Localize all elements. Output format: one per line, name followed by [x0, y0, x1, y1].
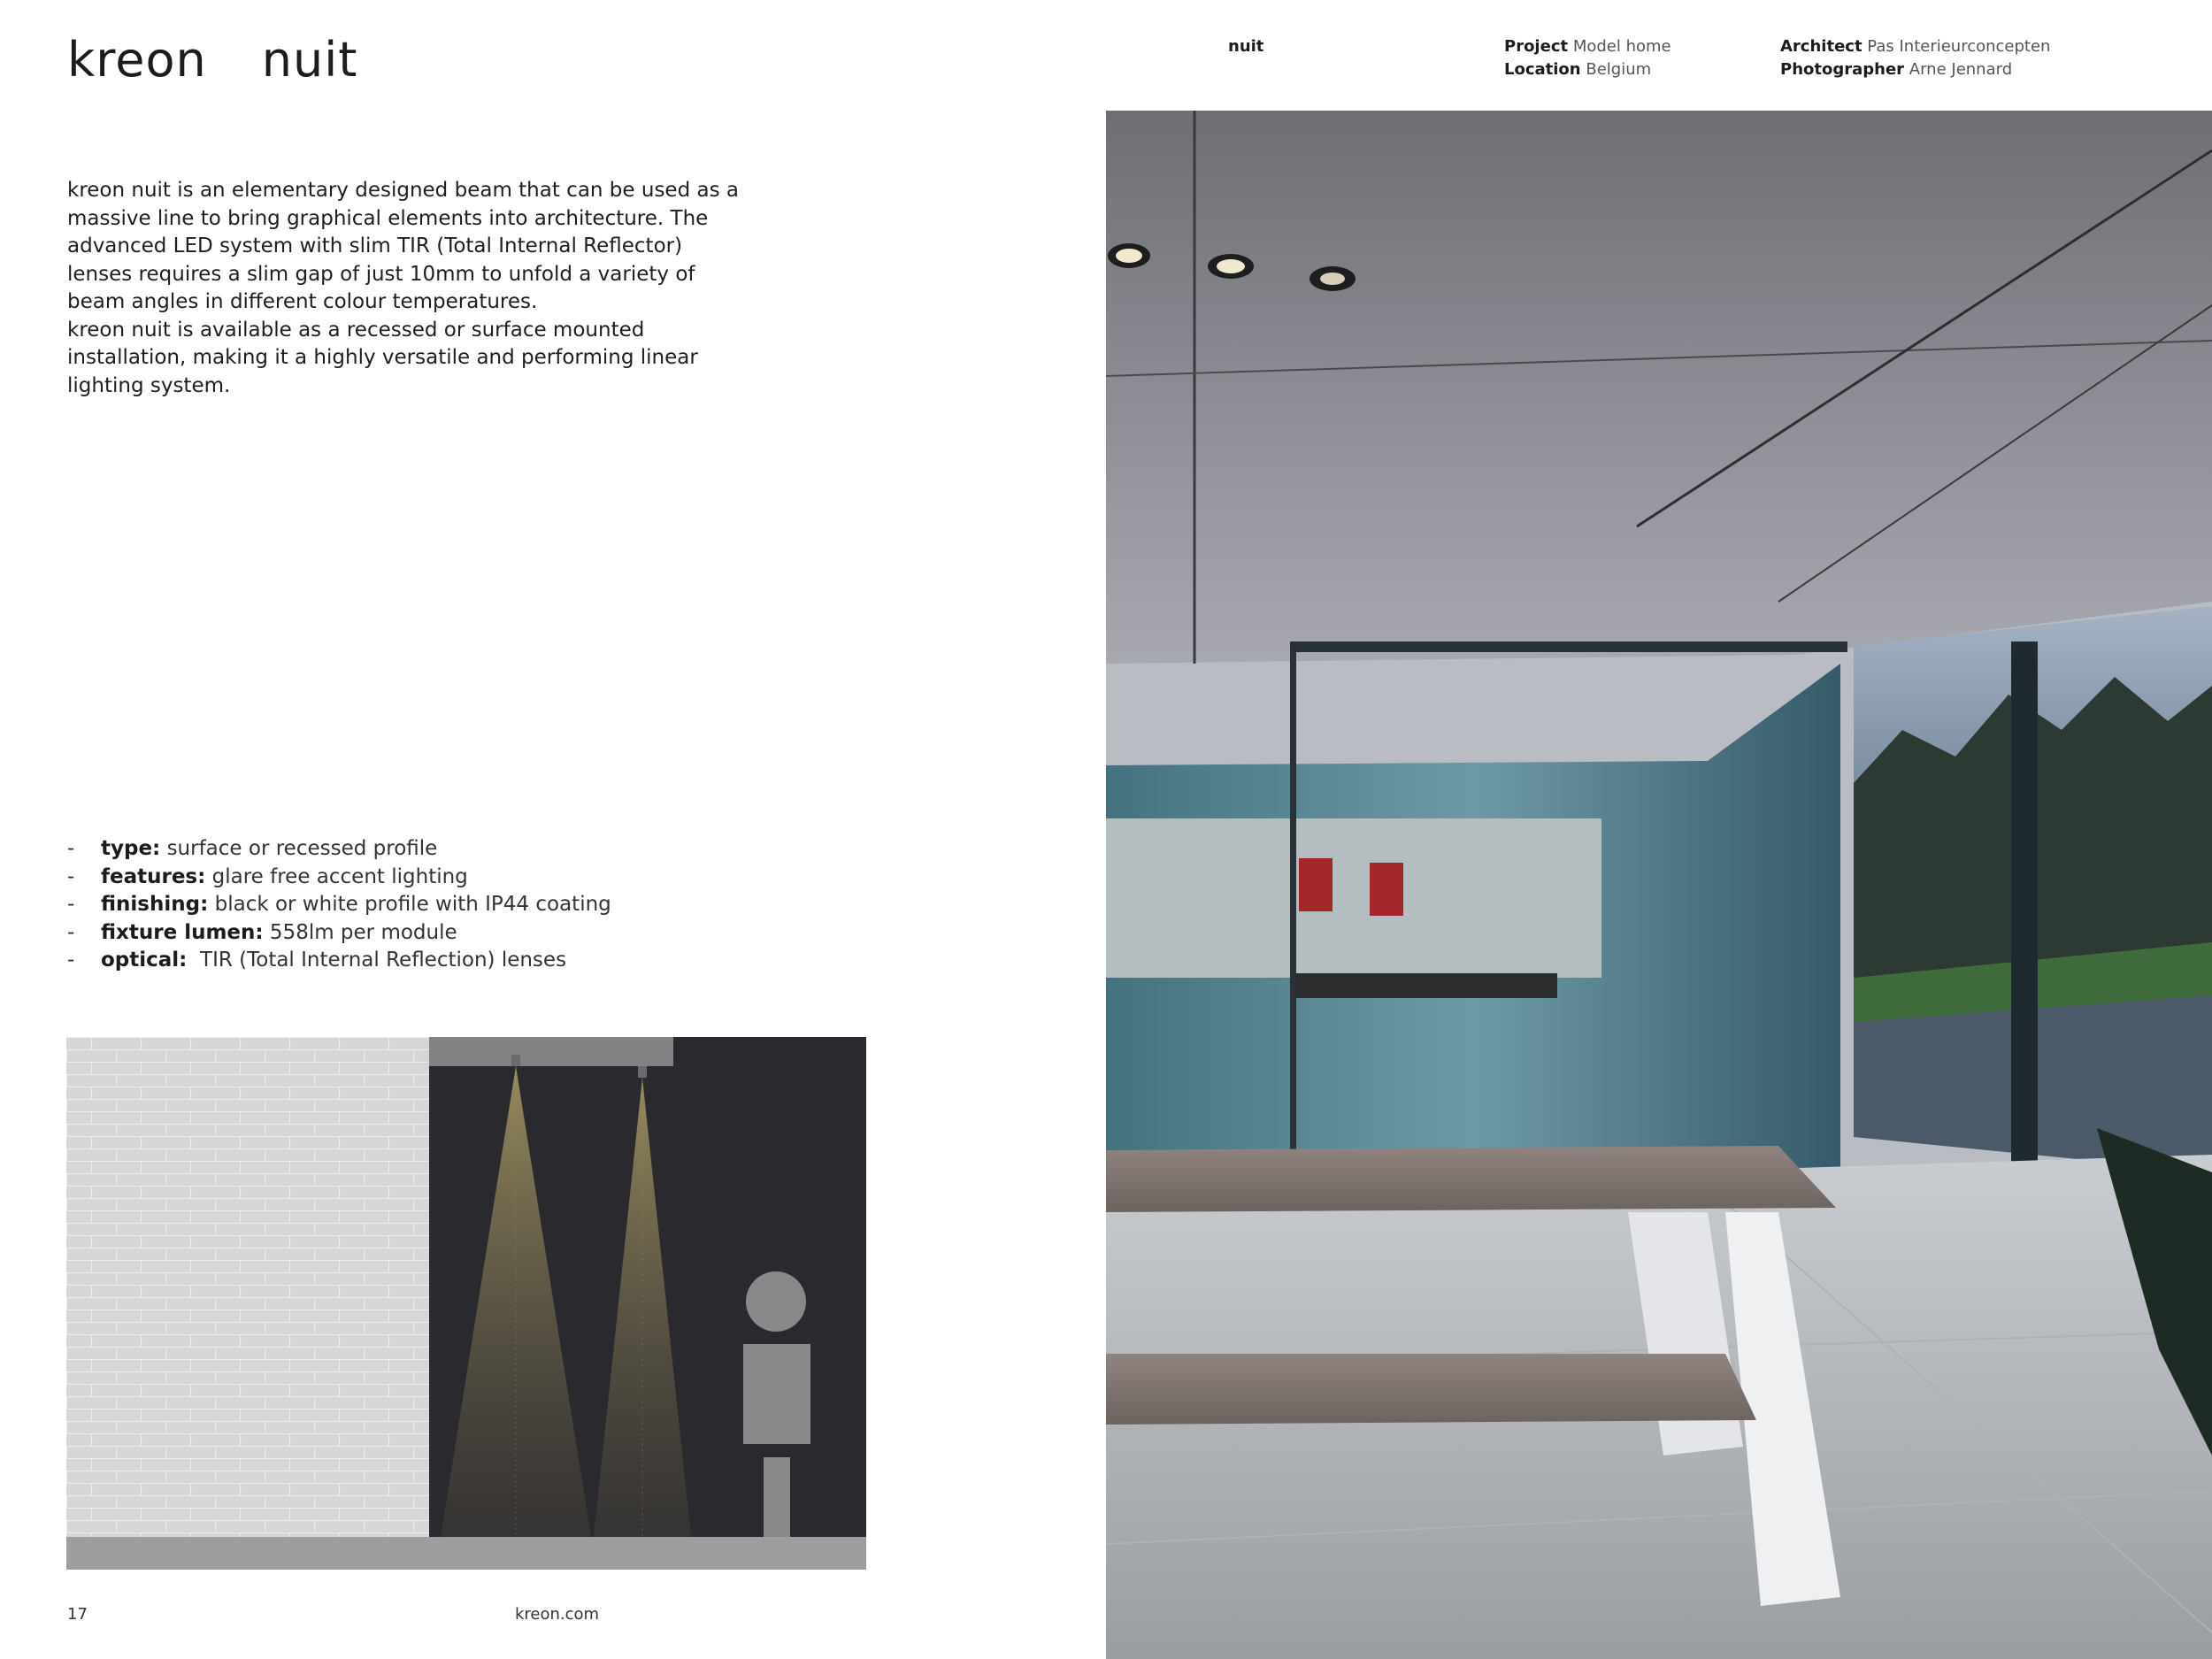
spec-item-finishing	[67, 891, 611, 919]
spec-label: type:	[101, 837, 161, 860]
list-dash: -	[67, 837, 75, 860]
spec-item-features	[67, 864, 611, 892]
floor	[66, 1537, 866, 1570]
spec-value: TIR (Total Internal Reflection) lenses	[193, 949, 567, 972]
website-url: kreon.com	[515, 1605, 600, 1624]
spec-label: fixture lumen:	[101, 920, 264, 944]
spec-list	[67, 835, 611, 975]
ceiling-profile	[429, 1037, 673, 1066]
photographer-line	[1780, 58, 2050, 81]
lighting-diagram	[66, 1037, 866, 1570]
spec-item-type	[67, 835, 611, 864]
brand-name: kreon	[67, 32, 207, 88]
architect-value: Pas Interieurconcepten	[1867, 37, 2051, 56]
intro-paragraph-1: kreon nuit is an elementary designed beam that can be used as a massive line to bring graphical elements into architecture. The advanced LED system with slim TIR (Total Internal Reflector) lenses requires a slim gap of just 10mm to unfold a variety of beam angles in different colour temperatures.	[67, 179, 739, 313]
spec-value: 558lm per module	[269, 920, 457, 944]
architect-label: Architect	[1780, 37, 1863, 56]
spec-label: finishing:	[101, 893, 209, 916]
dining-table-interior	[1292, 973, 1557, 998]
list-dash: -	[67, 949, 75, 972]
project-value: Model home	[1572, 37, 1671, 56]
spec-label: optical:	[101, 949, 188, 972]
brick-wall	[66, 1037, 429, 1537]
project-label: Project	[1504, 37, 1569, 56]
page-number: 17	[67, 1605, 88, 1624]
meta-project-location	[1504, 35, 1671, 81]
meta-credits	[1780, 35, 2050, 81]
person-body	[743, 1344, 810, 1444]
glass-room-top-frame	[1290, 641, 1847, 652]
location-value: Belgium	[1586, 60, 1652, 79]
luminaire-left	[511, 1055, 520, 1066]
bench-top	[1106, 1354, 1756, 1425]
brand-logo	[67, 32, 357, 88]
person-head	[746, 1271, 806, 1332]
product-name: nuit	[261, 32, 358, 88]
location-line	[1504, 58, 1671, 81]
interior-photograph	[1106, 111, 2212, 1659]
person-legs	[764, 1457, 790, 1537]
red-artwork-1	[1299, 858, 1333, 911]
luminaire-right	[638, 1066, 647, 1078]
meta-section	[1228, 35, 1263, 58]
photographer-value: Arne Jennard	[1909, 60, 2013, 79]
section-name: nuit	[1228, 37, 1264, 56]
list-dash: -	[67, 893, 75, 916]
intro-paragraph-2: kreon nuit is available as a recessed or surface mounted installation, making it a highly versatile and performing linear lighting system.	[67, 318, 698, 397]
red-artwork-2	[1370, 863, 1403, 916]
spec-label: features:	[101, 864, 206, 888]
spec-value: glare free accent lighting	[211, 864, 468, 888]
intro-text	[67, 177, 740, 400]
project-line	[1504, 35, 1671, 58]
spec-value: black or white profile with IP44 coating	[214, 893, 611, 916]
list-dash: -	[67, 864, 75, 888]
architect-line	[1780, 35, 2050, 58]
spec-value: surface or recessed profile	[166, 837, 438, 860]
photographer-label: Photographer	[1780, 60, 1905, 79]
location-label: Location	[1504, 60, 1581, 79]
spec-item-lumen	[67, 919, 611, 948]
gallery-wall	[1106, 818, 1601, 978]
list-dash: -	[67, 920, 75, 944]
spec-item-optical	[67, 947, 611, 975]
ceiling	[1106, 111, 2212, 664]
table-top	[1106, 1146, 1836, 1212]
exterior-column	[2011, 641, 2038, 1225]
